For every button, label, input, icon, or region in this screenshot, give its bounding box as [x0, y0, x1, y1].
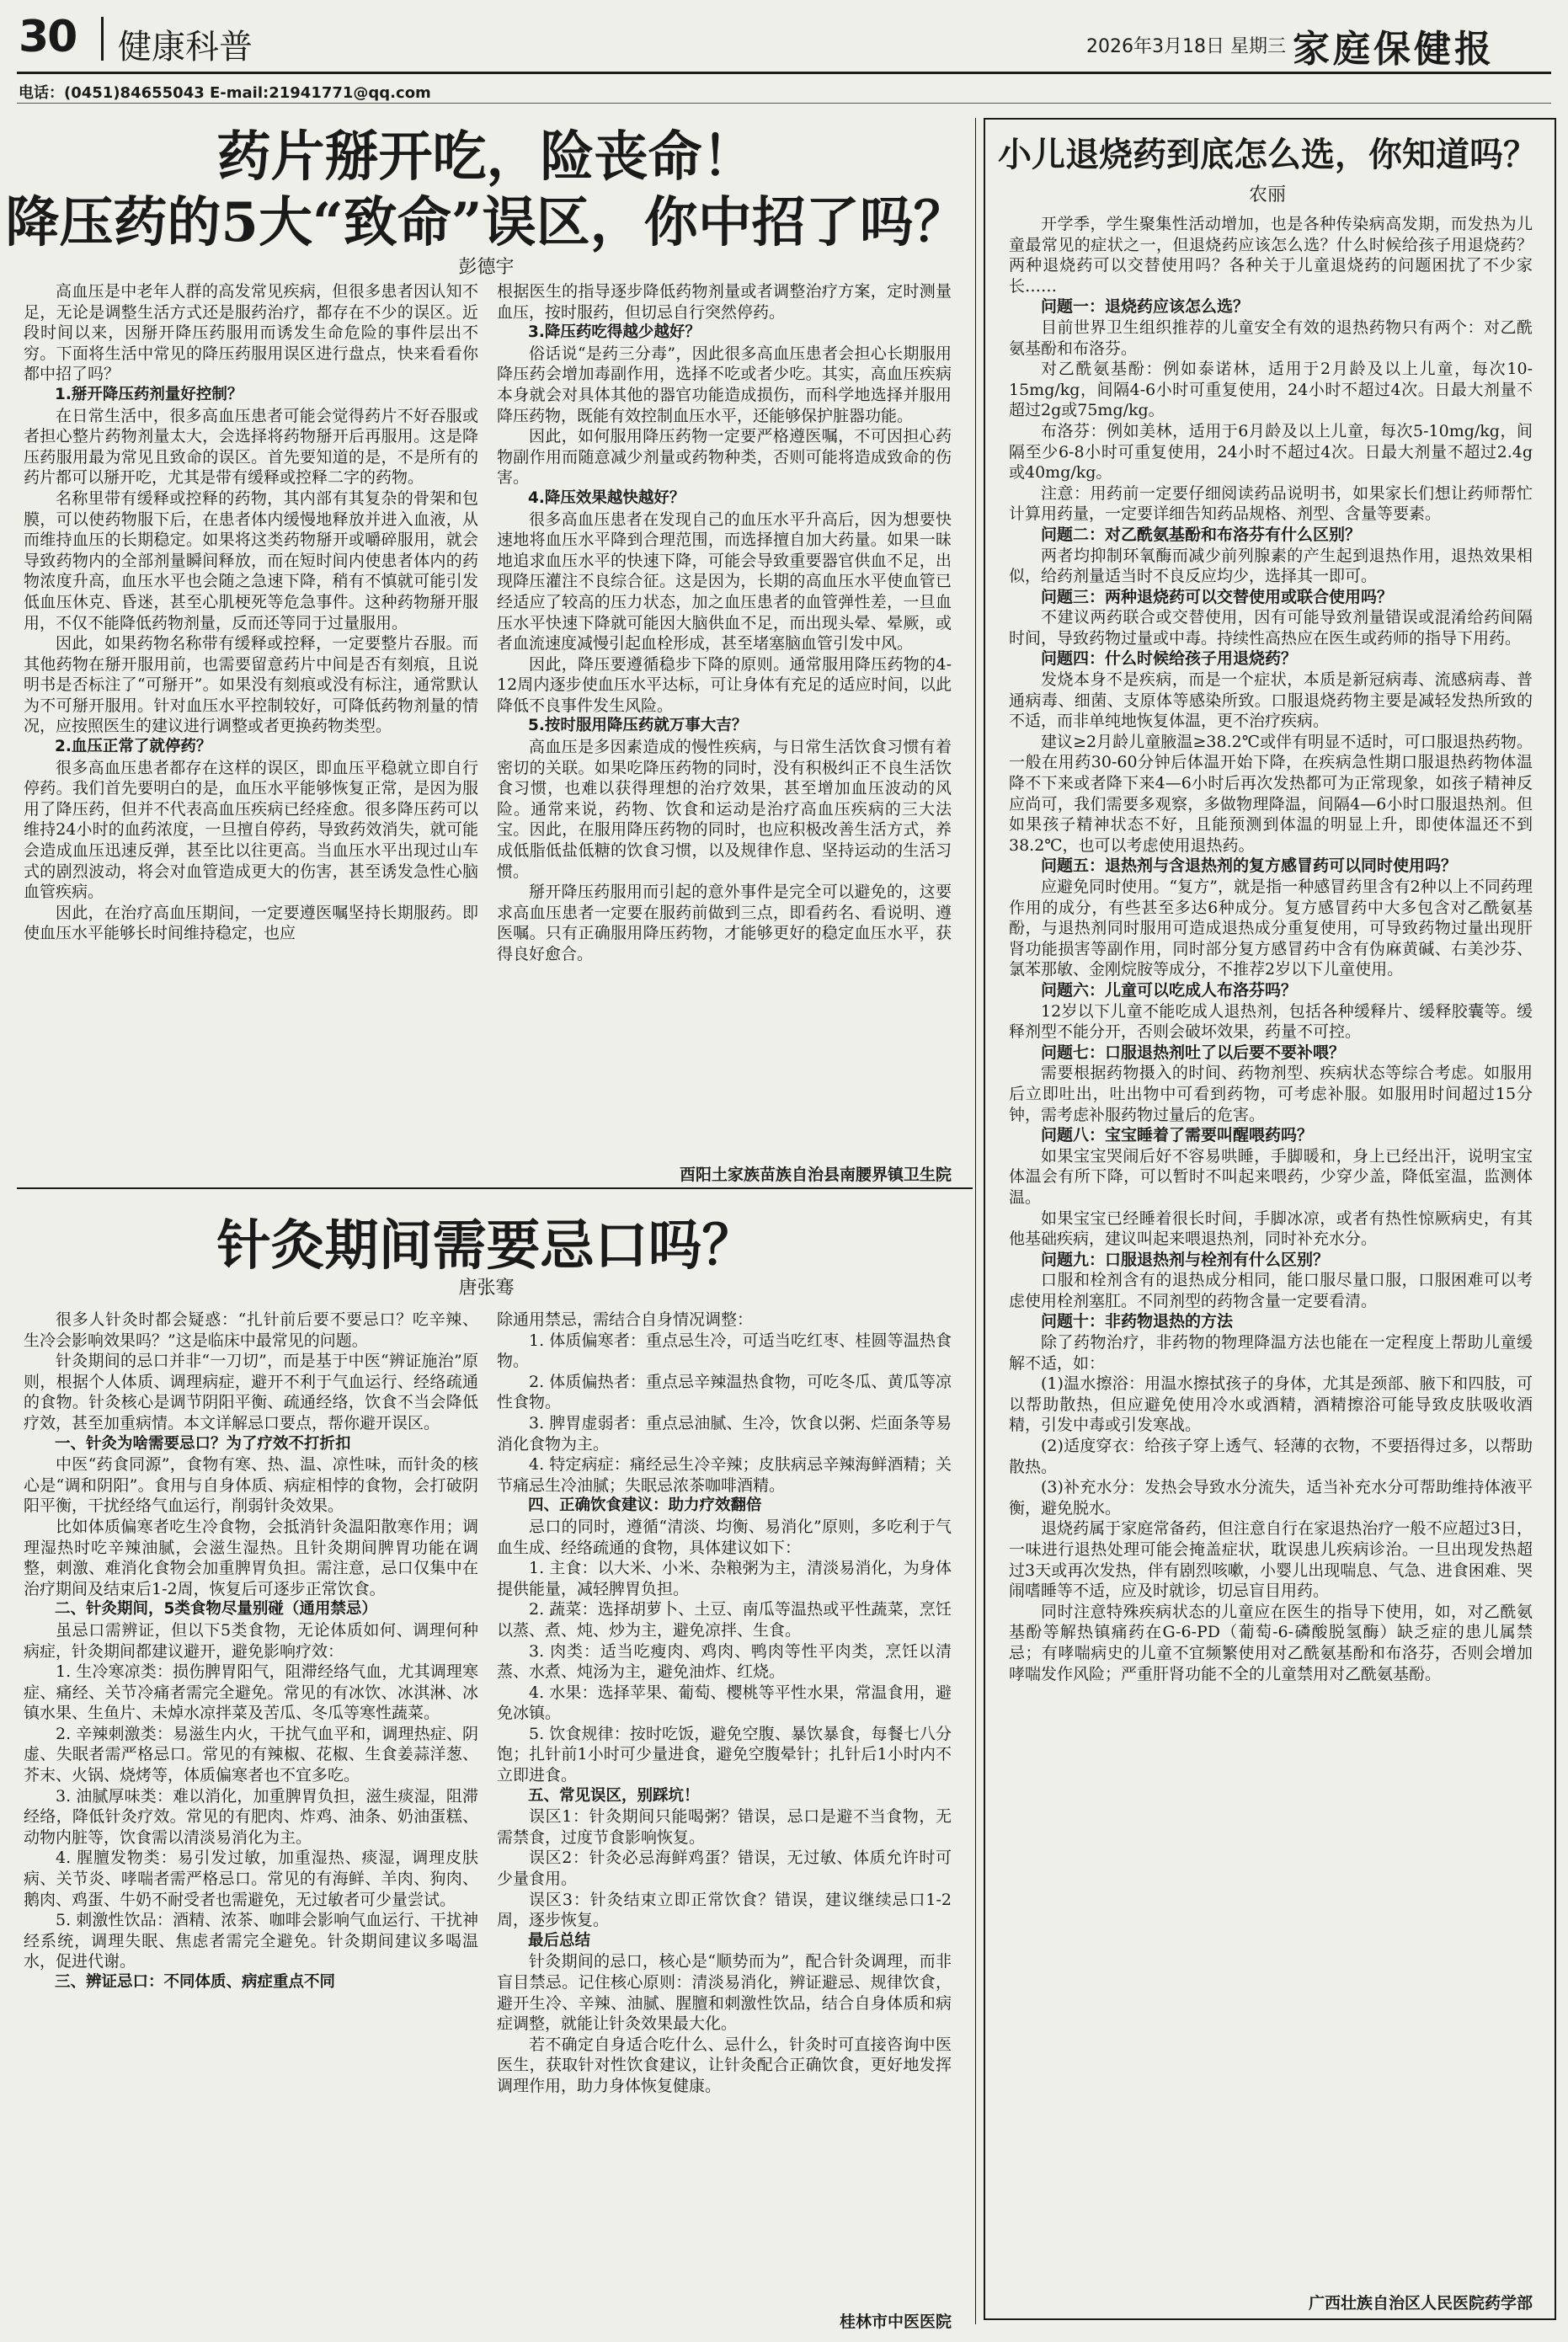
paragraph: 对乙酰氨基酚：例如泰诺林，适用于2月龄及以上儿童，每次10-15mg/kg，间隔4-6小时可重复使用，24小时不超过4次。日最大剂量不超过2g或75mg/kg。	[1009, 360, 1533, 420]
paragraph: 掰开降压药服用而引起的意外事件是完全可以避免的，这要求高血压患者一定要在服药前做到三点，即看药名、看说明、遵医嘱。只有正确服用降压药物，才能够更好的稳定血压水平，获得良好愈合。	[497, 883, 952, 963]
paragraph: 布洛芬：例如美林，适用于6月龄及以上儿童，每次5-10mg/kg，间隔至少6-8小时可重复使用，24小时不超过4次。日最大剂量不超过2.4g或40mg/kg。	[1009, 421, 1533, 483]
paragraph: 退烧药属于家庭常备药，但注意自行在家退热治疗一般不应超过3日，一味进行退热处理可能会掩盖症状，耽误患儿疾病诊治。一旦出现发热超过3天或再次发热，伴有剧烈咳嗽，小婴儿出现喘息、气急、进食困难、哭闹嗜睡等不适，应及时就诊，切忌盲目用药。	[1009, 1519, 1533, 1601]
paragraph: 针灸期间的忌口并非“一刀切”，而是基于中医“辨证施治”原则，根据个人体质、调理病症，避开不利于气血运行、经络疏通的食物。针灸核心是调节阴阳平衡、疏通经络，饮食不当会降低疗效，甚至加重病情。本文详解忌口要点，帮你避开误区。	[24, 1352, 478, 1432]
section-heading: 问题七：口服退热剂吐了以后要不要补喂？	[1041, 1043, 1346, 1062]
section-heading: 问题三：两种退烧药可以交替使用或联合使用吗？	[1041, 587, 1394, 606]
paragraph: 开学季，学生聚集性活动增加，也是各种传染病高发期，而发热为儿童最常见的症状之一，但退烧药应该怎么选？什么时候给孩子用退烧药？两种退烧药可以交替使用吗？各种关于儿童退烧药的问题困扰了不少家长……	[1009, 215, 1533, 296]
section-heading: 1.掰开降压药剂量好控制？	[55, 385, 243, 403]
paragraph: 目前世界卫生组织推荐的儿童安全有效的退热药物只有两个：对乙酰氨基酚和布洛芬。	[1009, 317, 1533, 358]
paragraph: 4. 水果：选择苹果、葡萄、樱桃等平性水果，常温食用，避免冰镇。	[497, 1683, 952, 1723]
section-heading: 问题五：退热剂与含退热剂的复方感冒药可以同时使用吗？	[1041, 856, 1458, 876]
paragraph: 俗话说“是药三分毒”，因此很多高血压患者会担心长期服用降压药会增加毒副作用，选择不吃或者少吃。其实，高血压疾病本身就会对具体其他的器官功能造成损伤，而科学地选择并服用降压药物，既能有效控制血压水平，还能够保护脏器功能。	[497, 344, 952, 425]
article2-author: 唐张骞	[458, 1278, 515, 1299]
section-heading: 问题八：宝宝睡着了需要叫醒喂药吗？	[1041, 1126, 1314, 1145]
contact-line: 电话：(0451)84655043 E-mail:21941771@qq.com	[19, 84, 431, 102]
paragraph: 误区1：针灸期间只能喝粥？错误，忌口是避不当食物，无需禁食，过度节食影响恢复。	[497, 1807, 952, 1847]
issue-date: 2026年3月18日 星期三	[1086, 36, 1286, 57]
paragraph: 误区3：针灸结束立即正常饮食？错误，建议继续忌口1-2周，逐步恢复。	[497, 1890, 952, 1930]
article1-headline	[0, 125, 973, 256]
paragraph: (1)温水擦浴：用温水擦拭孩子的身体，尤其是颈部、腋下和四肢，可以帮助散热，但应避免使用冷水或酒精，酒精擦浴可能导致皮肤吸收酒精，引发中毒或引发寒战。	[1009, 1374, 1533, 1435]
paragraph: 误区2：针灸必忌海鲜鸡蛋？错误，无过敏、体质允许时可少量食用。	[497, 1849, 952, 1889]
paragraph: 高血压是多因素造成的慢性疾病，与日常生活饮食习惯有着密切的关联。如果吃降压药物的同时，没有积极纠正不良生活饮食习惯，也难以获得理想的治疗效果，甚至增加血压波动的风险。通常来说，药物、饮食和运动是治疗高血压疾病的三大法宝。因此，在服用降压药物的同时，也应积极改善生活方式，养成低脂低盐低糖的饮食习惯，以及规律作息、坚持运动的生活习惯。	[497, 738, 952, 881]
section-heading: 三、辨证忌口：不同体质、病症重点不同	[55, 1973, 336, 1991]
article1-affiliation: 酉阳土家族苗族自治县南腰界镇卫生院	[679, 1166, 952, 1184]
paragraph: 应避免同时使用。“复方”，就是指一种感冒药里含有2种以上不同药理作用的成分，有些甚至多达6种成分。复方感冒药中大多包含对乙酰氨基酚，与退热剂同时服用可造成退热成分重复使用，可导致药物过量出现肝肾功能损害等副作用，同时部分复方感冒药中含有伪麻黄碱、右美沙芬、氯苯那敏、金刚烷胺等成分，不推荐2岁以下儿童使用。	[1009, 878, 1533, 979]
paragraph: 比如体质偏寒者吃生冷食物，会抵消针灸温阳散寒作用；调理湿热时吃辛辣油腻，会滋生湿热。且针灸期间脾胃功能在调整，刺激、难消化食物会加重脾胃负担。需注意，忌口仅集中在治疗期间及结束后1-2周，恢复后可逐步正常饮食。	[24, 1517, 478, 1598]
paragraph: 2. 蔬菜：选择胡萝卜、土豆、南瓜等温热或平性蔬菜，烹饪以蒸、煮、炖、炒为主，避免凉拌、生食。	[497, 1600, 952, 1640]
article3-body	[1009, 214, 1533, 1684]
section-heading: 问题六：儿童可以吃成人布洛芬吗？	[1041, 980, 1298, 1000]
section-name: 健康科普	[118, 28, 253, 67]
paragraph: 4. 特定病症：痛经忌生冷辛辣；皮肤病忌辛辣海鲜酒精；关节痛忌生冷油腻；失眠忌浓茶咖啡酒精。	[497, 1455, 952, 1495]
paragraph: 4. 腥膻发物类：易引发过敏，加重湿热、痰湿，调理皮肤病、关节炎、哮喘者需严格忌口。常见的有海鲜、羊肉、狗肉、鹅肉、鸡蛋、牛奶不耐受者也需避免，无过敏者可少量尝试。	[24, 1849, 478, 1909]
article1-bottom-rule	[17, 1187, 973, 1189]
paragraph: 不建议两药联合或交替使用，因有可能导致剂量错误或混淆给药间隔时间，导致药物过量或中毒。持续性高热应在医生或药师的指导下用药。	[1009, 608, 1533, 648]
article1-author: 彭德宇	[458, 257, 515, 278]
paragraph: 3. 肉类：适当吃瘦肉、鸡肉、鸭肉等性平肉类，烹饪以清蒸、水煮、炖汤为主，避免油炸、红烧。	[497, 1641, 952, 1682]
paragraph: 如果宝宝已经睡着很长时间，手脚冰凉，或者有热性惊厥病史，有其他基础疾病，建议叫起来喂退热剂，同时补充水分。	[1009, 1208, 1533, 1249]
paragraph: 很多高血压患者都存在这样的误区，即血压平稳就立即自行停药。我们首先要明白的是，血压水平能够恢复正常，是因为服用了降压药，但并不代表高血压疾病已经痊愈。很多降压药可以维持24小时的血药浓度，一旦擅自停药，导致药效消失，就可能会造成血压迅速反弹，甚至比以往更高。当血压水平出现过山车式的剧烈波动，将会对血管造成更大的伤害，甚至诱发急性心脑血管疾病。	[24, 758, 478, 902]
article3-title: 小儿退烧药到底怎么选，你知道吗？	[998, 135, 1537, 174]
paragraph: 12岁以下儿童不能吃成人退热剂，包括各种缓释片、缓释胶囊等。缓释剂型不能分开，否则会破坏效果，药量不可控。	[1009, 1001, 1533, 1042]
paragraph: 虽忌口需辨证，但以下5类食物，无论体质如何、调理何种病症，针灸期间都建议避开，避免影响疗效：	[24, 1620, 478, 1661]
paragraph: 忌口的同时，遵循“清淡、均衡、易消化”原则，多吃利于气血生成、经络疏通的食物，具体建议如下：	[497, 1517, 952, 1557]
paragraph: 高血压是中老年人群的高发常见疾病，但很多患者因认知不足，无论是调整生活方式还是服药治疗，都存在不少的误区。近段时间以来，因掰开降压药服用而诱发生命危险的事件层出不穷。下面将生活中常见的降压药服用误区进行盘点，快来看看你都中招了吗？	[24, 282, 478, 384]
paragraph: 同时注意特殊疾病状态的儿童应在医生的指导下使用，如，对乙酰氨基酚等解热镇痛药在G-6-PD（葡萄-6-磷酸脱氢酶）缺乏症的患儿属禁忌；有哮喘病史的儿童不宜频繁使用对乙酰氨基酚和布洛芬，否则会增加哮喘发作风险；严重肝肾功能不全的儿童禁用对乙酰氨基酚。	[1009, 1602, 1533, 1683]
article2-column-1	[24, 1310, 478, 1993]
paragraph: 如果宝宝哭闹后好不容易哄睡，手脚暖和，身上已经出汗，说明宝宝体温会有所下降，可以暂时不叫起来喂药，少穿少盖，降低室温，监测体温。	[1009, 1146, 1533, 1207]
header-divider	[101, 17, 104, 61]
paper-name: 家庭保健报	[1293, 28, 1495, 71]
page-number: 30	[19, 12, 77, 62]
paragraph: (2)适度穿衣：给孩子穿上透气、轻薄的衣物，不要捂得过多，以帮助散热。	[1009, 1437, 1533, 1476]
paragraph: 因此，在治疗高血压期间，一定要遵医嘱坚持长期服药。即使血压水平能够长时间维持稳定，也应	[24, 903, 478, 943]
paragraph: 注意：用药前一定要仔细阅读药品说明书，如果家长们想让药师帮忙计算用药量，一定要详细告知药品规格、剂型、含量等要素。	[1009, 483, 1533, 524]
section-heading: 4.降压效果越快越好？	[528, 488, 685, 507]
paragraph: 1. 主食：以大米、小米、杂粮粥为主，清淡易消化，为身体提供能量，减轻脾胃负担。	[497, 1559, 952, 1598]
paragraph: (3)补充水分：发热会导致水分流失，适当补充水分可帮助维持体液平衡，避免脱水。	[1009, 1478, 1533, 1518]
paragraph: 1. 生冷寒凉类：损伤脾胃阳气，阻滞经络气血，尤其调理寒症、痛经、关节冷痛者需完全避免。常见的有冰饮、冰淇淋、冰镇水果、生鱼片、未焯水凉拌菜及苦瓜、冬瓜等寒性蔬菜。	[24, 1662, 478, 1723]
column-divider	[975, 118, 976, 2324]
paragraph: 根据医生的指导逐步降低药物剂量或者调整治疗方案，定时测量血压，按时服药，但切忌自行突然停药。	[497, 282, 952, 322]
section-heading: 3.降压药吃得越少越好？	[528, 323, 701, 342]
paragraph: 除了药物治疗，非药物的物理降温方法也能在一定程度上帮助儿童缓解不适，如：	[1009, 1333, 1533, 1373]
section-heading: 五、常见误区，别踩坑！	[528, 1786, 700, 1805]
section-heading: 四、正确饮食建议：助力疗效翻倍	[528, 1496, 762, 1515]
paragraph: 很多高血压患者在发现自己的血压水平升高后，因为想要快速地将血压水平降到合理范围，而选择擅自加大药量。如果一昧地追求血压水平的快速下降，可能会导致重要器官供血不足，出现降压灌注不良综合征。这是因为，长期的高血压水平使血管已经适应了较高的压力状态，加之血压患者的血管弹性差，一旦血压水平快速下降就可能因大脑供血不足，而出现头晕、晕厥，或者血流速度减慢引起血栓形成，甚至堵塞脑血管引发中风。	[497, 509, 952, 654]
paragraph: 名称里带有缓释或控释的药物，其内部有其复杂的骨架和包膜，可以使药物服下后，在患者体内缓慢地释放并进入血液，从而维持血压的长期稳定。如果将这类药物掰开或嚼碎服用，就会导致药物内的全部剂量瞬间释放，而在短时间内使患者体内的药物浓度升高，血压水平也会随之急速下降，稍有不慎就可能引发低血压休克、昏迷，甚至心肌梗死等危急事件。这种药物掰开服用，不仅不能降低药物剂量，反而还等同于过量服用。	[24, 488, 478, 632]
paragraph: 若不确定自身适合吃什么、忌什么，针灸时可直接咨询中医医生，获取针对性饮食建议，让针灸配合正确饮食，更好地发挥调理作用，助力身体恢复健康。	[497, 2035, 952, 2095]
section-heading: 最后总结	[528, 1931, 591, 1950]
paragraph: 两者均抑制环氧酶而减少前列腺素的产生起到退热作用，退热效果相似，给药剂量适当时不良反应均少，选择其一即可。	[1009, 546, 1533, 586]
article1-title-line2: 降压药的5大“致命”误区，你中招了吗？	[5, 191, 968, 254]
article1-column-1	[24, 281, 478, 944]
paragraph: 需要根据药物摄入的时间、药物剂型、疾病状态等综合考虑。如服用后立即吐出，吐出物中可看到药物，可考虑补服。如服用时间超过15分钟，需考虑补服药物过量后的危害。	[1009, 1064, 1533, 1124]
section-heading: 问题二：对乙酰氨基酚和布洛芬有什么区别？	[1041, 525, 1362, 544]
paragraph: 建议≥2月龄儿童腋温≥38.2℃或伴有明显不适时，可口服退热药物。一般在用药30-60分钟后体温开始下降，在疾病急性期口服退热药物体温降不下来或者降下来4—6小时后再次发热都可为正常现象，如孩子精神反应尚可，我们需要多观察，多做物理降温，间隔4—6小时口服退热剂。但如果孩子精神状态不好，且能预测到体温的明显上升，即使体温还不到38.2℃，也可以考虑使用退热药。	[1009, 732, 1533, 855]
paragraph: 发烧本身不是疾病，而是一个症状，本质是新冠病毒、流感病毒、普通病毒、细菌、支原体等感染所致。口服退烧药物主要是减轻发热所致的不适，而非单纯地恢复体温，更不治疗疾病。	[1009, 670, 1533, 731]
paragraph: 除通用禁忌，需结合自身情况调整：	[497, 1310, 754, 1329]
paragraph: 因此，如何服用降压药物一定要严格遵医嘱，不可因担心药物副作用而随意减少剂量或药物种类，否则可能将造成致命的伤害。	[497, 427, 952, 488]
paragraph: 5. 饮食规律：按时吃饭，避免空腹、暴饮暴食，每餐七八分饱；扎针前1小时可少量进食，避免空腹晕针；扎针后1小时内不立即进食。	[497, 1724, 952, 1785]
paragraph: 因此，如果药物名称带有缓释或控释，一定要整片吞服。而其他药物在掰开服用前，也需要留意药片中间是否有刻痕，且说明书是否标注了“可掰开”。如果没有刻痕或没有标注，通常默认为不可掰开服用。针对血压水平控制较好，可降低药物剂量的情况，应按照医生的建议进行调整或者更换药物类型。	[24, 634, 478, 736]
header-rule-thin	[17, 103, 1551, 104]
paragraph: 针灸期间的忌口，核心是“顺势而为”，配合针灸调理，而非盲目禁忌。记住核心原则：清淡易消化，辨证避忌、规律饮食，避开生冷、辛辣、油腻、腥膻和刺激性饮品，结合自身体质和病症调整，就能让针灸效果最大化。	[497, 1952, 952, 2034]
article2-column-2	[497, 1310, 952, 2097]
paragraph: 中医“药食同源”，食物有寒、热、温、凉性味，而针灸的核心是“调和阴阳”。食用与自身体质、病症相悖的食物，会打破阴阳平衡，干扰经络气血运行，削弱针灸效果。	[24, 1455, 478, 1516]
section-heading: 5.按时服用降压药就万事大吉？	[528, 717, 748, 735]
section-heading: 一、针灸为啥需要忌口？为了疗效不打折扣	[55, 1434, 351, 1453]
article2-affiliation: 桂林市中医医院	[839, 2313, 952, 2331]
paragraph: 2. 辛辣刺激类：易滋生内火，干扰气血平和，调理热症、阴虚、失眠者需严格忌口。常见的有辣椒、花椒、生食姜蒜洋葱、芥末、火锅、烧烤等，体质偏寒者也不宜多吃。	[24, 1724, 478, 1785]
paragraph: 在日常生活中，很多高血压患者可能会觉得药片不好吞服或者担心整片药物剂量太大，会选择将药物掰开后再服用。这是降压药服用最为常见且致命的误区。首先要知道的是，不是所有的药片都可以掰开吃，尤其是带有缓释或控释二字的药物。	[24, 406, 478, 488]
paragraph: 3. 脾胃虚弱者：重点忌油腻、生冷，饮食以粥、烂面条等易消化食物为主。	[497, 1413, 952, 1454]
paragraph: 3. 油腻厚味类：难以消化，加重脾胃负担，滋生痰湿，阻滞经络，降低针灸疗效。常见的有肥肉、炸鸡、油条、奶油蛋糕、动物内脏等，饮食需以清淡易消化为主。	[24, 1786, 478, 1847]
section-heading: 2.血压正常了就停药？	[55, 738, 212, 756]
section-heading: 问题十：非药物退热的方法	[1041, 1312, 1234, 1331]
paragraph: 5. 刺激性饮品：酒精、浓茶、咖啡会影响气血运行、干扰神经系统，调理失眠、焦虑者需完全避免。针灸期间建议多喝温水，促进代谢。	[24, 1911, 478, 1971]
header-rule	[17, 72, 1551, 74]
paragraph: 因此，降压要遵循稳步下降的原则。通常服用降压药物的4-12周内逐步使血压水平达标，可让身体有充足的适应时间，以此降低不良事件发生风险。	[497, 654, 952, 715]
section-heading: 问题一：退烧药应该怎么选？	[1041, 297, 1250, 317]
paragraph: 2. 体质偏热者：重点忌辛辣温热食物，可吃冬瓜、黄瓜等凉性食物。	[497, 1372, 952, 1412]
section-heading: 问题九：口服退热剂与栓剂有什么区别？	[1041, 1250, 1330, 1269]
article2-title: 针灸期间需要忌口吗？	[216, 1214, 756, 1278]
article3-affiliation: 广西壮族自治区人民医院药学部	[1308, 2294, 1533, 2313]
section-heading: 二、针灸期间，5类食物尽量别碰（通用禁忌）	[55, 1600, 377, 1619]
article1-column-2	[497, 281, 952, 965]
article1-title-line1: 药片掰开吃，险丧命！	[216, 125, 756, 189]
paragraph: 口服和栓剂含有的退热成分相同，能口服尽量口服，口服困难可以考虑使用栓剂塞肛。不同剂型的药物含量一定要看清。	[1009, 1271, 1533, 1310]
article3-author: 农丽	[1248, 184, 1286, 205]
section-heading: 问题四：什么时候给孩子用退烧药？	[1041, 649, 1298, 669]
paragraph: 1. 体质偏寒者：重点忌生冷，可适当吃红枣、桂圆等温热食物。	[497, 1331, 952, 1371]
paragraph: 很多人针灸时都会疑惑：“扎针前后要不要忌口？吃辛辣、生冷会影响效果吗？”这是临床中最常见的问题。	[24, 1310, 478, 1350]
